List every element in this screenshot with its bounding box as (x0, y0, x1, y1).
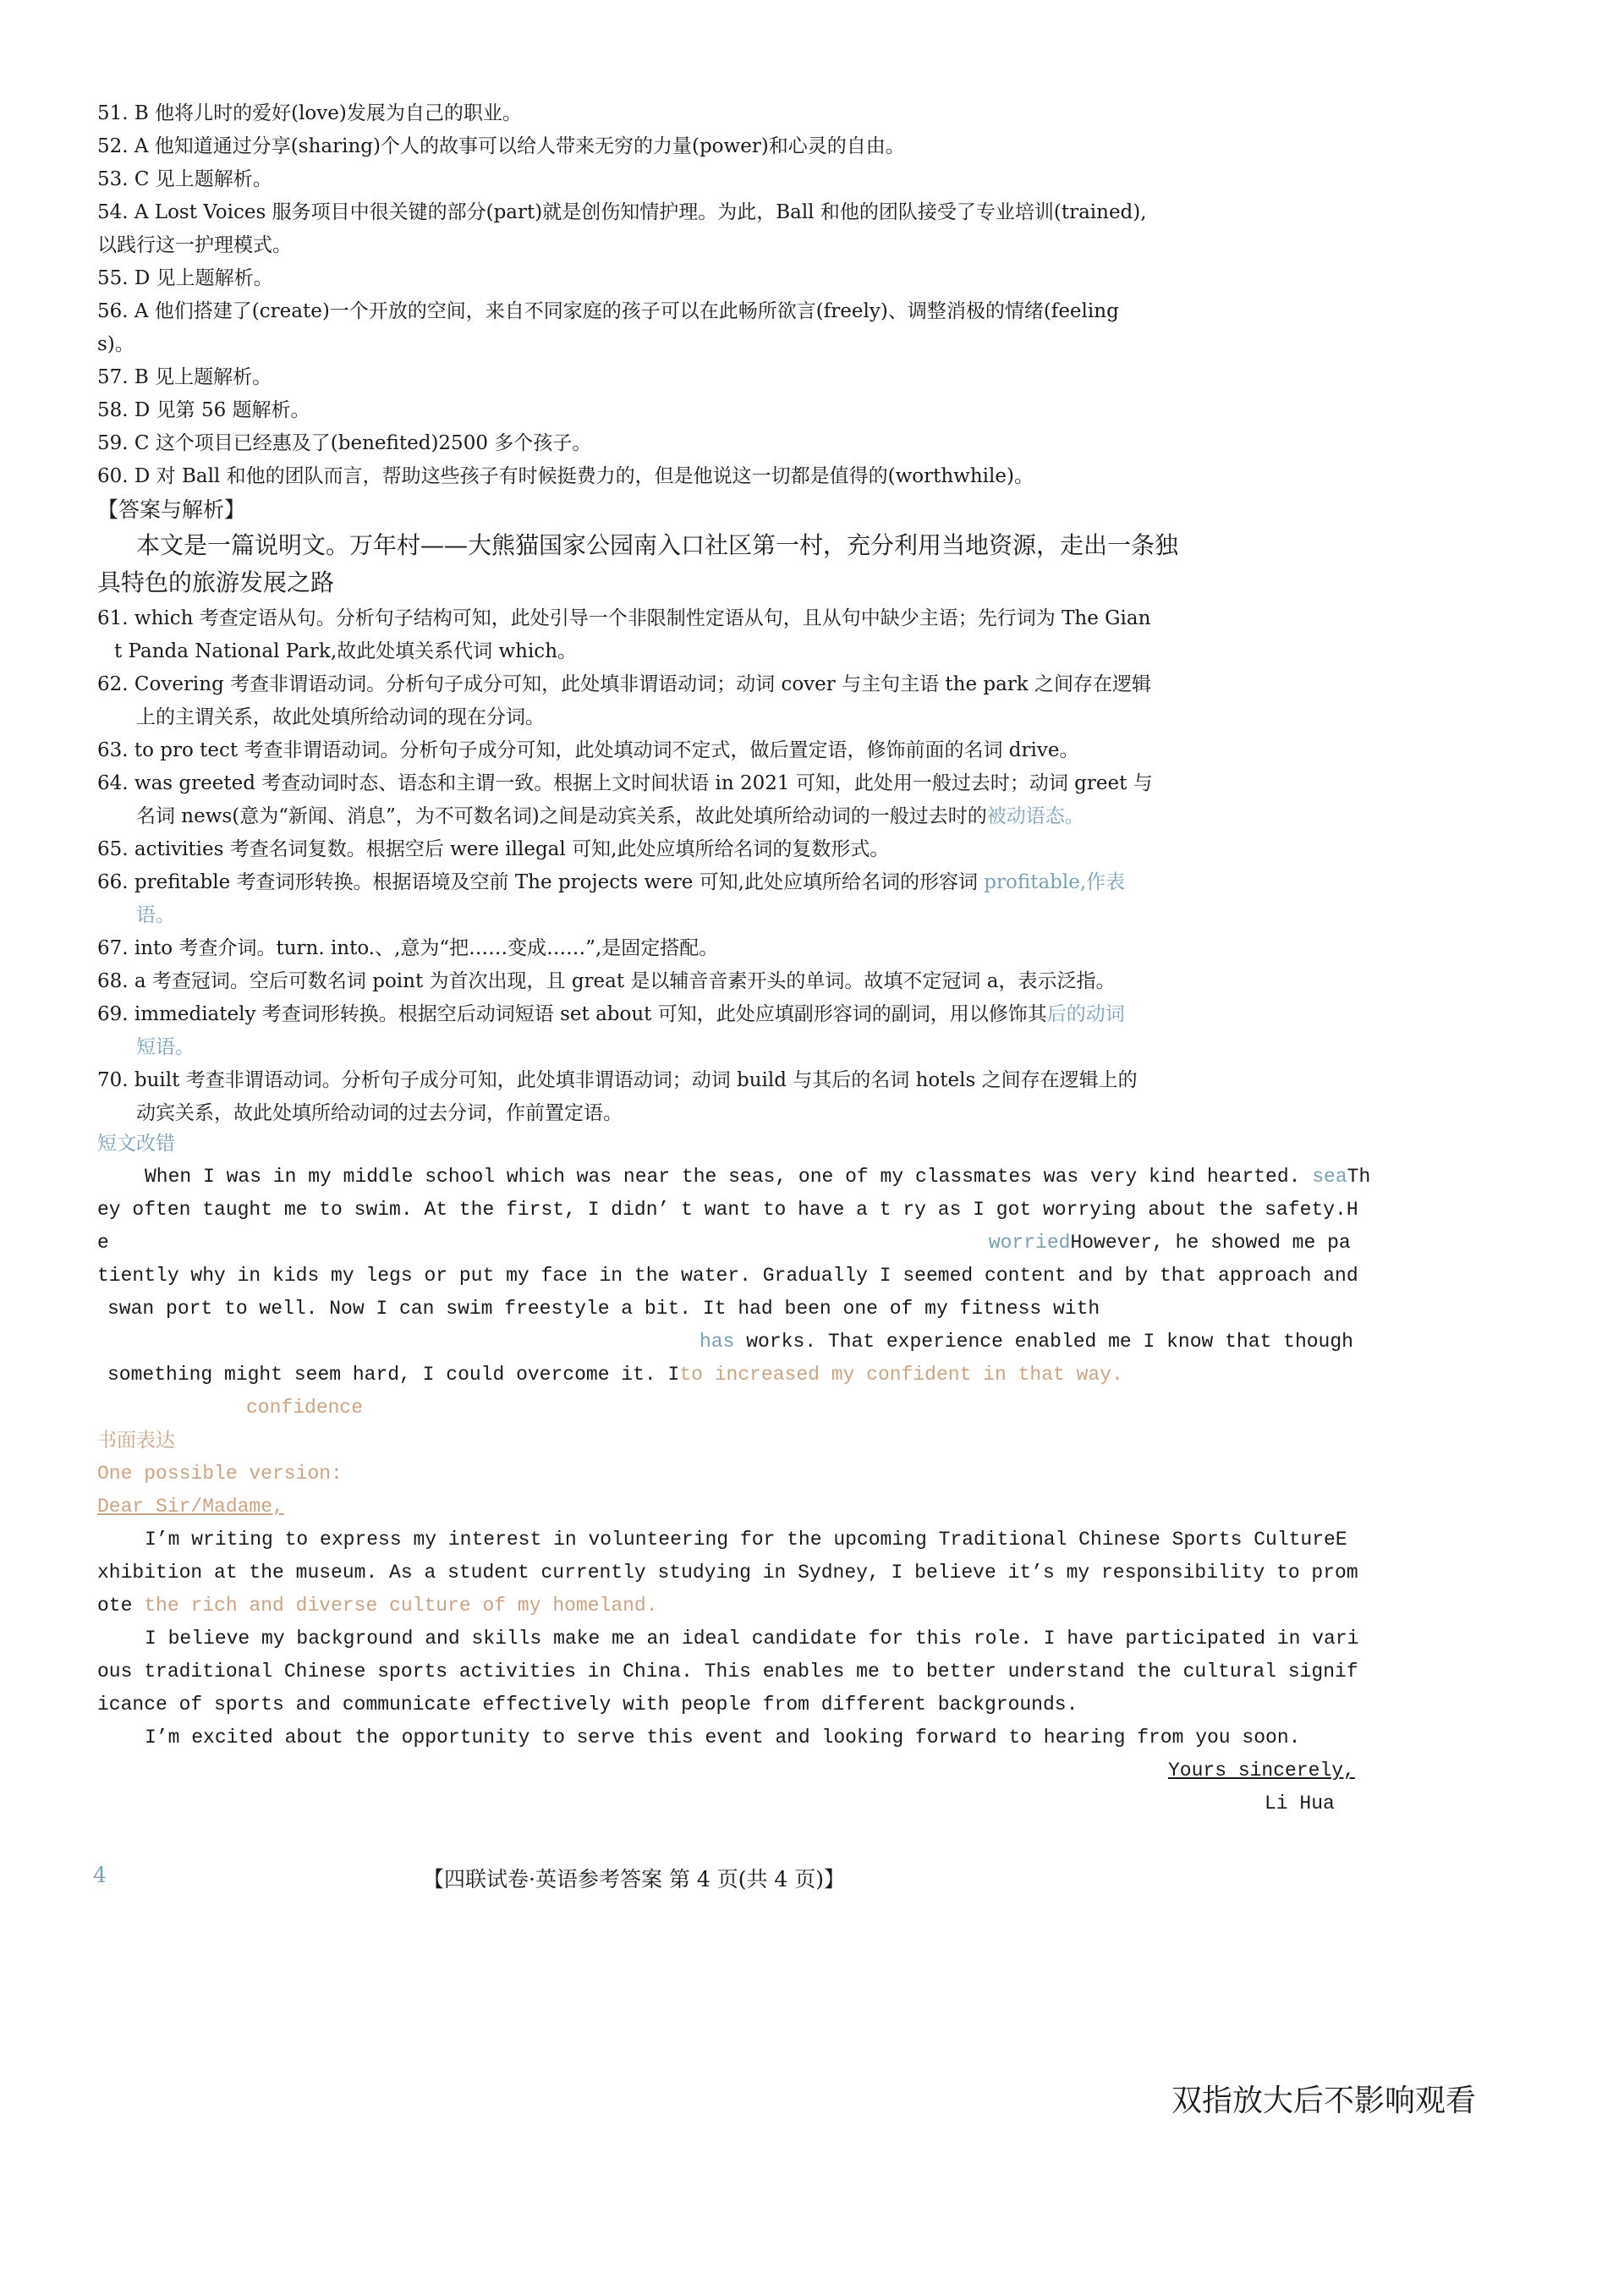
error-correction (97, 1127, 1371, 1425)
letter-p3: I’m excited about the opportunity to serve this event and looking forward to hearing from you soon. (145, 1727, 1301, 1749)
writing-section (97, 1424, 1366, 1820)
answer-70: 70. built 考查非谓语动词。分析句子成分可知，此处填非谓语动词；动词 build 与其后的名词 hotels 之间存在逻辑上的 (97, 1069, 1138, 1091)
answer-69-cont: 短语。 (136, 1036, 195, 1058)
correction-line-5: swan port to well. Now I can swim freestyle a bit. It had been one of my fitness with (107, 1298, 1100, 1320)
letter-p1-b: xhibition at the museum. As a student currently studying in Sydney, I believe it’s my responsibility to prom (97, 1562, 1358, 1584)
answer-69-annotation: 后的动词 (1046, 1003, 1125, 1025)
answer-63: 63. to pro tect 考查非谓语动词。分析句子成分可知，此处填动词不定式，做后置定语，修饰前面的名词 drive。 (97, 739, 1079, 761)
answer-68: 68. a 考查冠词。空后可数名词 point 为首次出现，且 great 是以辅音音素开头的单词。故填不定冠词 a，表示泛指。 (97, 970, 1116, 992)
answer-61: 61. which 考查定语从句。分析句子结构可知，此处引导一个非限制性定语从句，且从句中缺少主语；先行词为 The Gian (97, 607, 1151, 629)
answer-64-cont: 名词 news(意为“新闻、消息”，为不可数名词)之间是动宾关系，故此处填所给动词的一般过去时的被动语态。 (136, 805, 1084, 827)
letter-greeting: Dear Sir/Madame, (97, 1496, 284, 1518)
answer-66-cont: 语。 (136, 904, 175, 926)
writing-heading: 书面表达 (97, 1430, 175, 1452)
correction-line-6: has works. That experience enabled me I know that though (700, 1331, 1353, 1353)
answer-65: 65. activities 考查名词复数。根据空后 were illegal 可知,此处应填所给名词的复数形式。 (97, 838, 890, 860)
letter-p2-b: ous traditional Chinese sports activities in China. This enables me to better understand the cultural signif (97, 1661, 1358, 1683)
answer-64: 64. was greeted 考查动词时态、语态和主谓一致。根据上文时间状语 in 2021 可知，此处用一般过去时；动词 greet 与 (97, 772, 1153, 794)
answer-54: 54. A Lost Voices 服务项目中很关键的部分(part)就是创伤知情护理。为此，Ball 和他的团队接受了专业培训(trained), (97, 201, 1147, 223)
correction-line-7: something might seem hard, I could overcome it. Ito increased my confident in that way. (107, 1364, 1123, 1386)
section-heading: 【答案与解析】 (97, 497, 246, 522)
letter-p2-c: icance of sports and communicate effectively with people from different backgrounds. (97, 1694, 1078, 1716)
answer-70-cont: 动宾关系，故此处填所给动词的过去分词，作前置定语。 (136, 1102, 623, 1124)
correction-mark-confident: to increased my confident in that way. (679, 1364, 1123, 1386)
answer-55: 55. D 见上题解析。 (97, 267, 273, 289)
correction-mark-confidence: confidence (246, 1397, 364, 1419)
answer-61-cont: t Panda National Park,故此处填关系代词 which。 (114, 640, 578, 662)
correction-line-2: ey often taught me to swim. At the first, I didn’ t want to have a t ry as I got worrying about the safety.H (97, 1199, 1358, 1221)
footer-title: 【四联试卷·英语参考答案 第 4 页(共 4 页)】 (423, 1867, 846, 1891)
intro-line-1: 本文是一篇说明文。万年村——大熊猫国家公园南入口社区第一村，充分利用当地资源，走出一条独 (136, 531, 1179, 559)
answer-56-cont: s)。 (97, 333, 134, 355)
answer-62: 62. Covering 考查非谓语动词。分析句子成分可知，此处填非谓语动词；动词 cover 与主句主语 the park 之间存在逻辑 (97, 673, 1152, 695)
correction-heading: 短文改错 (97, 1133, 175, 1155)
intro-line-2: 具特色的旅游发展之路 (97, 568, 335, 596)
answer-67: 67. into 考查介词。turn. into.、,意为“把……变成……”,是固定搭配。 (97, 937, 719, 959)
answer-62-cont: 上的主谓关系，故此处填所给动词的现在分词。 (136, 706, 545, 728)
possible-version: One possible version: (97, 1463, 343, 1485)
answer-64-annotation: 被动语态。 (986, 805, 1084, 827)
answers-61-70 (97, 602, 1366, 1130)
correction-line-1: When I was in my middle school which was near the seas, one of my classmates was very kind hearted. seaTh (145, 1166, 1371, 1188)
answer-51: 51. B 他将儿时的爱好(love)发展为自己的职业。 (97, 102, 522, 124)
answer-66-annotation: profitable,作表 (984, 871, 1126, 893)
answer-52: 52. A 他知道通过分享(sharing)个人的故事可以给人带来无穷的力量(power)和心灵的自由。 (97, 135, 905, 157)
answer-66: 66. prefitable 考查词形转换。根据语境及空前 The projects were 可知,此处应填所给名词的形容词 profitable,作表 (97, 871, 1126, 893)
answer-69: 69. immediately 考查词形转换。根据空后动词短语 set about 可知，此处应填副形容词的副词，用以修饰其后的动词 (97, 1003, 1125, 1025)
answer-59: 59. C 这个项目已经惠及了(benefited)2500 多个孩子。 (97, 432, 592, 454)
answer-57: 57. B 见上题解析。 (97, 366, 272, 388)
correction-mark-worried: worried (988, 1232, 1071, 1254)
letter-p1-annotation: the rich and diverse culture of my homeland. (144, 1595, 658, 1617)
zoom-note: 双指放大后不影响观看 (1171, 2084, 1477, 2118)
answer-53: 53. C 见上题解析。 (97, 168, 272, 190)
letter-p2-a: I believe my background and skills make me an ideal candidate for this role. I have participated in vari (145, 1628, 1359, 1650)
correction-mark-sea: sea (1312, 1166, 1347, 1188)
correction-line-4: tiently why in kids my legs or put my face in the water. Gradually I seemed content and by that approach and (97, 1265, 1358, 1287)
page-number: 4 (93, 1863, 107, 1887)
correction-mark-has: has (700, 1331, 735, 1353)
correction-line-3: e worriedHowever, he showed me pa (97, 1232, 1351, 1254)
section-answer-analysis (97, 493, 1366, 601)
answers-51-60 (97, 97, 1366, 493)
letter-signature: Li Hua (1265, 1793, 1335, 1815)
letter-p1-a: I’m writing to express my interest in volunteering for the upcoming Traditional Chinese Sports CultureE (145, 1529, 1347, 1551)
answer-56: 56. A 他们搭建了(create)一个开放的空间，来自不同家庭的孩子可以在此畅所欲言(freely)、调整消极的情绪(feeling (97, 300, 1119, 322)
letter-p1-c: ote the rich and diverse culture of my homeland. (97, 1595, 658, 1617)
answer-54-cont: 以践行这一护理模式。 (97, 234, 292, 256)
letter-closing: Yours sincerely, (1168, 1760, 1355, 1782)
answer-58: 58. D 见第 56 题解析。 (97, 399, 310, 421)
answer-60: 60. D 对 Ball 和他的团队而言，帮助这些孩子有时候挺费力的，但是他说这一切都是值得的(worthwhile)。 (97, 465, 1034, 487)
